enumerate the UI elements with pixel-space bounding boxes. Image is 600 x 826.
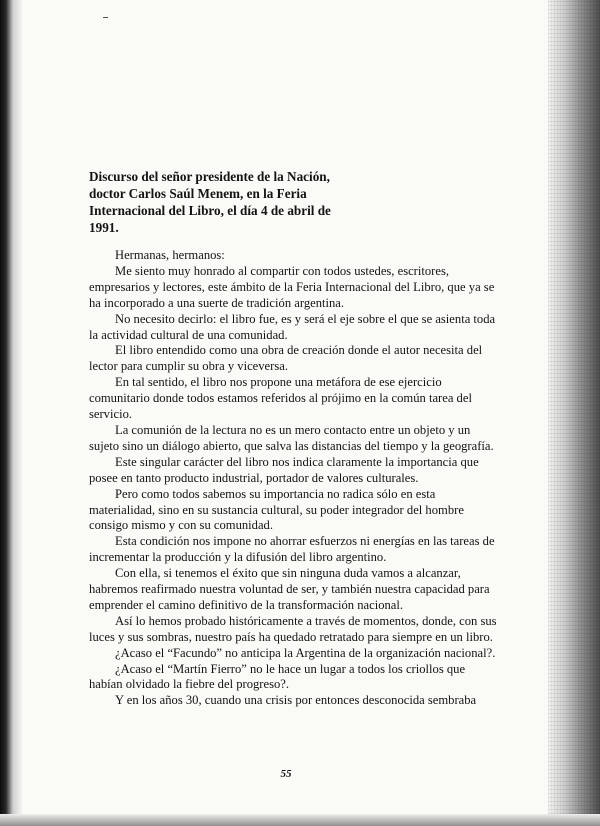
paragraph: No necesito decirlo: el libro fue, es y será el eje sobre el que se asienta toda la actividad cultural de una comunidad. — [89, 311, 496, 342]
paragraph: Este singular carácter del libro nos indica claramente la importancia que posee en tanto producto industrial, portador de valores culturales. — [89, 454, 479, 485]
paragraph: ¿Acaso el “Facundo” no anticipa la Argentina de la organización nacional?. — [115, 645, 496, 660]
paragraph: Esta condición nos impone no ahorrar esfuerzos ni energías en las tareas de incrementar la producción y la difusión del libro argentino. — [89, 534, 495, 565]
paragraph: Hermanas, hermanos: — [115, 248, 225, 262]
paragraph: ¿Acaso el “Martín Fierro” no le hace un lugar a todos los criollos que habían olvidado la fiebre del progreso?. — [89, 661, 466, 692]
scan-speck — [103, 17, 108, 18]
paragraph: Pero como todos sabemos su importancia no radica sólo en esta materialidad, sino en su sustancia cultural, su poder integrador del hombre consigo mismo y con su comunidad. — [89, 486, 464, 533]
paragraph: Me siento muy honrado al compartir con todos ustedes, escritores, empresarios y lectores, este ámbito de la Feria Internacional del Libro, que ya se ha incorporado a una suerte de tradición argentina. — [89, 263, 495, 310]
paragraph: Así lo hemos probado históricamente a través de momentos, donde, con sus luces y sus sombras, nuestro país ha quedado retratado para siempre en un libro. — [89, 613, 497, 644]
page-bottom-edge — [0, 814, 600, 826]
paragraph: El libro entendido como una obra de creación donde el autor necesita del lector para cumplir su obra y viceversa. — [89, 343, 483, 374]
paragraph: Con ella, si tenemos el éxito que sin ninguna duda vamos a alcanzar, habremos reafirmado nuestra voluntad de ser, y también nuestra capacidad para emprender el camino definitivo de la transformación nacional. — [89, 566, 490, 612]
paragraph: La comunión de la lectura no es un mero contacto entre un objeto y un sujeto sino un diálogo abierto, que salva las distancias del tiempo y la geografía. — [89, 422, 494, 453]
page-number: 55 — [280, 768, 292, 780]
paragraph: Y en los años 30, cuando una crisis por entonces desconocida sembraba — [115, 693, 477, 708]
page-edge-shadow — [548, 0, 600, 826]
book-binding-shadow — [0, 0, 22, 826]
paragraph: En tal sentido, el libro nos propone una metáfora de ese ejercicio comunitario donde todos estamos referidos al prójimo en la común tarea del servicio. — [89, 375, 472, 422]
speech-body — [89, 248, 497, 709]
speech-title: Discurso del señor presidente de la Nación, doctor Carlos Saúl Menem, en la Feria Internacional del Libro, el día 4 de abril de 1991. — [89, 169, 331, 235]
